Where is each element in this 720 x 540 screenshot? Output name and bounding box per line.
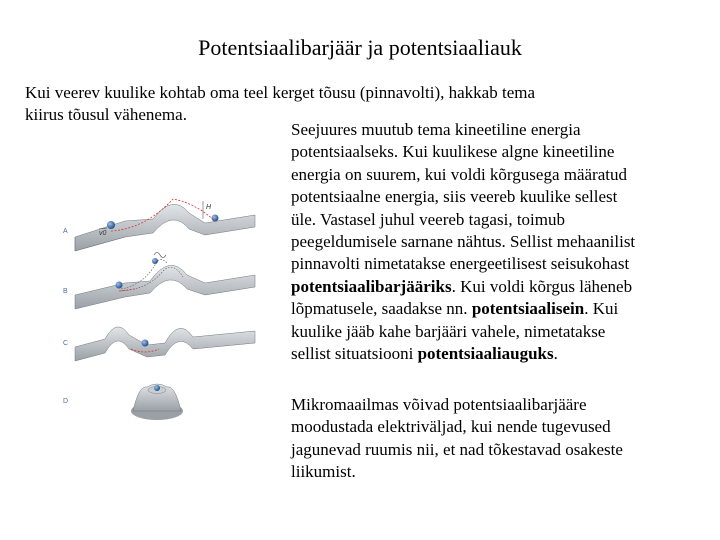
intro-line: Kui veerev kuulike kohtab oma teel kerget tõusu (pinnavolti), hakkab tema bbox=[25, 83, 536, 102]
text-line: moodustada elektriväljad, kui nende tugevused bbox=[291, 417, 611, 437]
text-line: potentsiaalne energia, siis veereb kuulike sellest bbox=[291, 187, 618, 207]
text-line: kuulike jääb kahe barjääri vahele, nimetatakse bbox=[291, 321, 606, 341]
surface-b bbox=[75, 265, 255, 309]
text-line bbox=[291, 343, 711, 365]
panel-label-d: D bbox=[63, 398, 69, 405]
paragraph-barrier bbox=[291, 119, 711, 365]
term-potential-well: potentsiaaliauguks bbox=[417, 344, 554, 364]
term-potential-wall: potentsiaalisein bbox=[471, 299, 585, 319]
height-label: H bbox=[206, 204, 212, 211]
ball-icon bbox=[154, 385, 160, 391]
ball-icon bbox=[107, 221, 115, 229]
text-line: jagunevad ruumis nii, et nad tõkestavad osakeste bbox=[291, 439, 623, 459]
text-line bbox=[291, 298, 711, 320]
panel-c bbox=[63, 327, 255, 361]
panel-b bbox=[63, 253, 255, 310]
panel-label-a: A bbox=[63, 228, 68, 235]
intro-line: kiirus tõusul vähenema. bbox=[25, 105, 187, 124]
text-line: pinnavolti nimetatakse energeetilisest seisukohast bbox=[291, 254, 630, 274]
panel-a bbox=[63, 199, 255, 251]
text-fragment: lõpmatusele, saadakse nn. bbox=[291, 299, 472, 319]
ball-icon bbox=[142, 340, 149, 347]
ball-icon bbox=[152, 258, 158, 264]
ball-icon bbox=[212, 215, 219, 222]
panel-label-b: B bbox=[63, 288, 68, 295]
potential-barrier-illustration bbox=[55, 185, 285, 435]
text-fragment: . Kui voldi kõrgus läheneb bbox=[451, 276, 633, 296]
text-line: peegeldumisele sarnane nähtus. Sellist mehaanilist bbox=[291, 232, 636, 252]
text-line: liikumist. bbox=[291, 462, 356, 482]
text-line: üle. Vastasel juhul veereb tagasi, toimub bbox=[291, 209, 565, 229]
panel-label-c: C bbox=[63, 340, 69, 347]
text-line: Mikromaailmas võivad potentsiaalibarjääre bbox=[291, 395, 587, 414]
velocity-label: v0 bbox=[99, 230, 107, 237]
term-potential-barrier: potentsiaalibarjääriks bbox=[291, 276, 452, 296]
illustration-svg bbox=[55, 185, 285, 435]
text-fragment: . bbox=[553, 344, 558, 364]
surface-a bbox=[75, 204, 255, 251]
ball-icon bbox=[116, 282, 123, 289]
paragraph-microworld bbox=[291, 394, 711, 484]
surface-c bbox=[75, 327, 255, 361]
panel-d bbox=[63, 384, 183, 420]
page-title: Potentsiaalibarjäär ja potentsiaaliauk bbox=[198, 35, 522, 60]
text-line bbox=[291, 276, 711, 298]
infinity-icon bbox=[154, 253, 166, 258]
text-fragment: sellist situatsiooni bbox=[291, 344, 418, 364]
text-line: potentsiaalseks. Kui kuulikese algne kineetiline bbox=[291, 142, 615, 162]
text-line: energia on suurem, kui voldi kõrgusega määratud bbox=[291, 164, 627, 184]
text-line: Seejuures muutub tema kineetiline energia bbox=[291, 120, 581, 139]
text-fragment: . Kui bbox=[584, 299, 619, 319]
